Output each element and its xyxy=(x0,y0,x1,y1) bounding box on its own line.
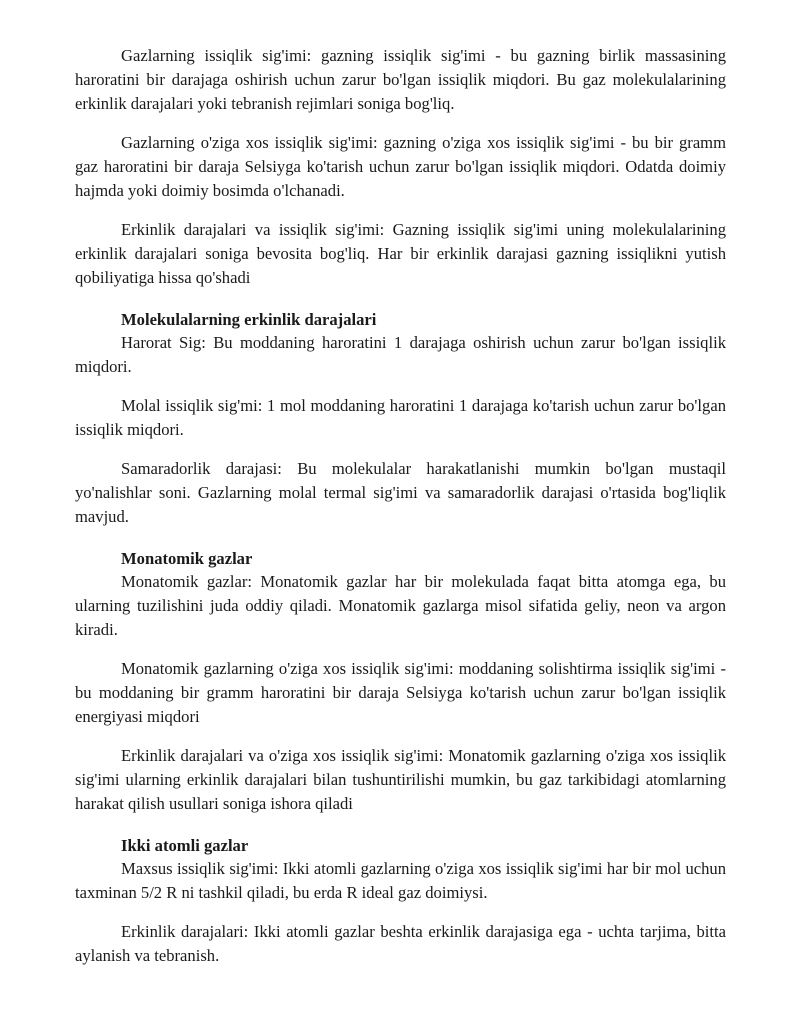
paragraph: Erkinlik darajalari: Ikki atomli gazlar beshta erkinlik darajasiga ega - uchta tarjima, bitta aylanish va tebranish. xyxy=(75,922,726,965)
paragraph: Erkinlik darajalari va o'ziga xos issiqlik sig'imi: Monatomik gazlarning o'ziga xos issiqlik sig'imi ularning erkinlik darajalari bilan tushuntirilishi mumkin, bu gaz tarkibidagi atomlarning harakat qilish usullari soniga ishora qiladi xyxy=(75,746,726,813)
section-heading: Monatomik gazlar xyxy=(121,549,253,568)
paragraph: Samaradorlik darajasi: Bu molekulalar harakatlanishi mumkin bo'lgan mustaqil yo'nalishlar soni. Gazlarning molal termal sig'imi va samaradorlik darajasi o'rtasida bog'liqlik mavjud. xyxy=(75,459,726,526)
section-heading: Ikki atomli gazlar xyxy=(121,836,249,855)
paragraph: Erkinlik darajalari va issiqlik sig'imi: Gazning issiqlik sig'imi uning molekulalarining erkinlik darajalari soniga bevosita bog'liq. Har bir erkinlik darajasi gazning issiqlikni yutish qobiliyatiga hissa qo'shadi xyxy=(75,220,726,287)
paragraph: Harorat Sig: Bu moddaning haroratini 1 darajaga oshirish uchun zarur bo'lgan issiqlik miqdori. xyxy=(75,333,726,376)
document-page xyxy=(75,44,726,983)
section-heading: Molekulalarning erkinlik darajalari xyxy=(121,310,377,329)
paragraph: Monatomik gazlar: Monatomik gazlar har bir molekulada faqat bitta atomga ega, bu ularning tuzilishini juda oddiy qiladi. Monatomik gazlarga misol sifatida geliy, neon va argon kiradi. xyxy=(75,572,726,639)
paragraph: Gazlarning issiqlik sig'imi: gazning issiqlik sig'imi - bu gazning birlik massasining haroratini bir darajaga oshirish uchun zarur bo'lgan issiqlik miqdori. Bu gaz molekulalarining erkinlik darajalari yoki tebranish rejimlari soniga bog'liq. xyxy=(75,46,726,113)
paragraph: Gazlarning o'ziga xos issiqlik sig'imi: gazning o'ziga xos issiqlik sig'imi - bu bir gramm gaz haroratini bir daraja Selsiyga ko'tarish uchun zarur bo'lgan issiqlik miqdori. Odatda doimiy hajmda yoki doimiy bosimda o'lchanadi. xyxy=(75,133,726,200)
paragraph: Molal issiqlik sig'mi: 1 mol moddaning haroratini 1 darajaga ko'tarish uchun zarur bo'lgan issiqlik miqdori. xyxy=(75,396,726,439)
paragraph: Monatomik gazlarning o'ziga xos issiqlik sig'imi: moddaning solishtirma issiqlik sig'imi - bu moddaning bir gramm haroratini bir daraja Selsiyga ko'tarish uchun zarur bo'lgan issiqlik energiyasi miqdori xyxy=(75,659,726,726)
paragraph: Maxsus issiqlik sig'imi: Ikki atomli gazlarning o'ziga xos issiqlik sig'imi har bir mol uchun taxminan 5/2 R ni tashkil qiladi, bu erda R ideal gaz doimiysi. xyxy=(75,859,726,902)
